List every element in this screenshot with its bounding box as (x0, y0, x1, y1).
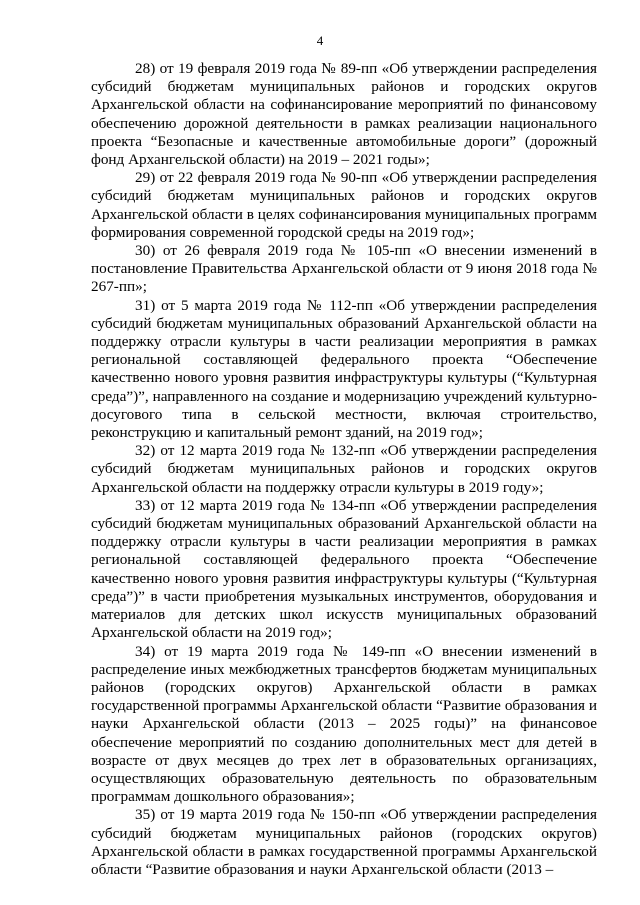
document-body (91, 60, 597, 879)
list-item: 33) от 12 марта 2019 года № 134-пп «Об утверждении распределения субсидий бюджетам муниципальных образований Архангельской области на поддержку отрасли культуры в части реализации мероприятия в рамках региональной составляющей федерального проекта “Обеспечение качественно нового уровня развития инфраструктуры культуры (“Культурная среда”)” в части приобретения музыкальных инструментов, оборудования и материалов для детских школ искусств муниципальных образований Архангельской области на 2019 год»; (91, 496, 597, 642)
list-item: 30) от 26 февраля 2019 года № 105-пп «О внесении изменений в постановление Правительства Архангельской области от 9 июня 2018 года № 267-пп»; (91, 242, 597, 296)
list-item: 29) от 22 февраля 2019 года № 90-пп «Об утверждении распределения субсидий бюджетам муниципальных районов и городских округов Архангельской области в целях софинансирования муниципальных программ формирования современной городской среды на 2019 год»; (91, 169, 597, 241)
list-item: 31) от 5 марта 2019 года № 112-пп «Об утверждении распределения субсидий бюджетам муниципальных образований Архангельской области на поддержку отрасли культуры в части реализации мероприятия в рамках региональной составляющей федерального проекта “Обеспечение качественно нового уровня развития инфраструктуры культуры (“Культурная среда”)”, направленного на создание и модернизацию учреждений культурно-досугового типа в сельской местности, включая строительство, реконструкцию и капитальный ремонт зданий, на 2019 год»; (91, 296, 597, 442)
list-item: 35) от 19 марта 2019 года № 150-пп «Об утверждении распределения субсидий бюджетам муниципальных районов (городских округов) Архангельской области в рамках государственной программы Архангельской области “Развитие образования и науки Архангельской области (2013 – (91, 806, 597, 878)
list-item: 34) от 19 марта 2019 года № 149-пп «О внесении изменений в распределение иных межбюджетных трансфертов бюджетам муниципальных районов (городских округов) Архангельской области в рамках государственной программы Архангельской области “Развитие образования и науки Архангельской области (2013 – 2025 годы)” на финансовое обеспечение мероприятий по созданию дополнительных мест для детей в возрасте от двух месяцев до трех лет в образовательных организациях, осуществляющих образовательную деятельность по образовательным программам дошкольного образования»; (91, 642, 597, 806)
list-item: 28) от 19 февраля 2019 года № 89-пп «Об утверждении распределения субсидий бюджетам муниципальных районов и городских округов Архангельской области на софинансирование мероприятий по финансовому обеспечению дорожной деятельности в рамках реализации национального проекта “Безопасные и качественные автомобильные дороги” (дорожный фонд Архангельской области) на 2019 – 2021 годы»; (91, 60, 597, 169)
list-item: 32) от 12 марта 2019 года № 132-пп «Об утверждении распределения субсидий бюджетам муниципальных районов и городских округов Архангельской области на поддержку отрасли культуры в 2019 году»; (91, 442, 597, 496)
page-number: 4 (316, 33, 324, 48)
